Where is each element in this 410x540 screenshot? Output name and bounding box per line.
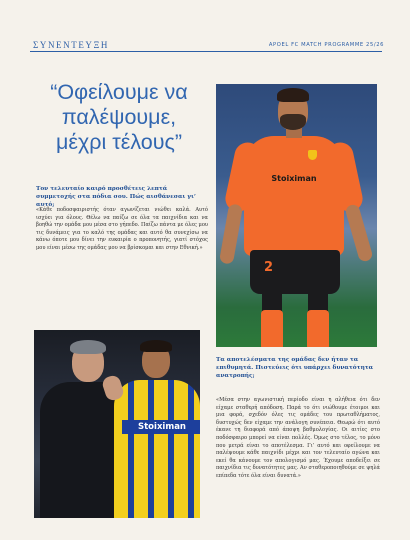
shorts-number: 2 [264, 260, 274, 275]
player-sock-left [261, 310, 283, 347]
headline-line-3: μέχρι τέλους” [56, 130, 182, 154]
player-away-shirt [114, 380, 200, 518]
question-2: Τα αποτελέσματα της ομάδας δεν ήταν τα επιθυμητά. Πιστεύεις ότι υπάρχει δυνατότητα ανατροπής; [216, 357, 374, 379]
player-arm-right [344, 203, 373, 263]
answer-1: «Κάθε ποδοσφαιριστής όταν αγωνίζεται νιώθει καλά. Αυτό ισχύει για όλους. Θέλω να παίζω σε όλα τα παιχνίδια και να βοηθώ την ομάδα μου μέσα στο γήπεδο. Παίζω πάντα με όλες μου τις δυνάμεις για το καλό της ομάδας και αυτό θα συνεχίσω να κάνω όποτε μου δίνει την ευκαιρία ο προπονητής, γιατί στόχος μου είναι μέσω της ομάδας μου να βρίσκομαι και στην Εθνική.» [36, 207, 208, 251]
away-shirt-sponsor: Stoiximan [122, 420, 200, 434]
coach-hair [70, 340, 106, 354]
headline-line-2: παλέψουμε, [61, 105, 177, 129]
player-photo-home-kit [216, 84, 377, 347]
player-shirt [244, 136, 344, 256]
coach-and-player-photo [34, 330, 200, 518]
headline-quote [24, 80, 214, 155]
player-sock-right [307, 310, 329, 347]
question-1: Τον τελευταίο καιρό προσθέτεις λεπτά συμμετοχής στα πόδια σου. Πώς αισθάνεσαι γι’ αυτό; [36, 186, 196, 208]
shirt-sponsor: Stoiximan [271, 174, 317, 183]
player-beard [280, 114, 306, 130]
player-hair [140, 340, 172, 352]
club-badge-icon [308, 150, 317, 160]
headline-line-1: “Οφείλουμε να [50, 80, 188, 104]
player-hair [277, 88, 309, 102]
programme-title: APOEL FC MATCH PROGRAMME 25/26 [268, 42, 384, 48]
section-title: ΣΥΝΕΝΤΕΥΞΗ [33, 40, 110, 50]
player-arm-left [219, 203, 243, 265]
answer-2: «Μέσα στην αγωνιστική περίοδο είναι η αλήθεια ότι δεν είχαμε σταθερή απόδοση. Παρά το ότι νιώθουμε έτοιμοι και μια φορά, σχεδόν όλες τις ομάδες του πρωταθλήματος, δυστυχώς δεν είχαμε την ανάλογη συνέπεια. Θεωρώ ότι αυτό έκανε τη διαφορά από άποψη βαθμολογίας. Οι αιτίες στο ποδόσφαιρο μπορεί να είναι πολλές. Όμως στο τέλος, το μόνο που μετρά είναι το αποτέλεσμα. Γι’ αυτό και οφείλουμε να παλέψουμε κάθε παιχνίδι μέχρι και τον τελευταίο αγώνα και εκεί θα κάνουμε τον απολογισμό μας. Έχουμε αποδείξει σε παιχνίδια τις δυνατότητες μας. Αν σταθεροποιηθούμε σε ψηλά επίπεδα τότε όλα είναι δυνατά.» [216, 397, 380, 479]
header-divider [30, 51, 382, 52]
